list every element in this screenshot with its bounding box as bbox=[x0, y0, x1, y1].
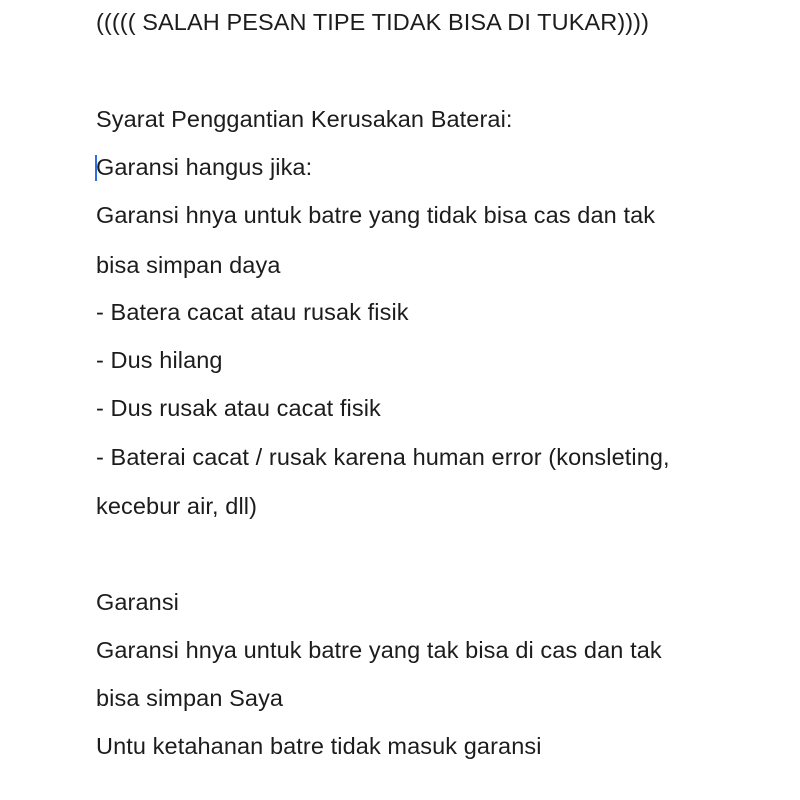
list-item: - Baterai cacat / rusak karena human error (konsleting, bbox=[96, 444, 670, 470]
list-item: - Dus rusak atau cacat fisik bbox=[96, 395, 381, 421]
list-item: - Dus hilang bbox=[96, 347, 223, 373]
heading-warning: ((((( SALAH PESAN TIPE TIDAK BISA DI TUKAR)))) bbox=[96, 9, 650, 35]
section-title: Syarat Penggantian Kerusakan Baterai: bbox=[96, 106, 513, 132]
warranty-heading: Garansi bbox=[96, 589, 179, 615]
text-line: bisa simpan daya bbox=[96, 252, 281, 278]
text-line: bisa simpan Saya bbox=[96, 685, 284, 711]
text-line: Untu ketahanan batre tidak masuk garansi bbox=[96, 733, 542, 759]
void-conditions-heading: Garansi hangus jika: bbox=[96, 154, 313, 180]
text-line: kecebur air, dll) bbox=[96, 493, 258, 519]
list-item: - Batera cacat atau rusak fisik bbox=[96, 299, 409, 325]
text-line: Garansi hnya untuk batre yang tak bisa di cas dan tak bbox=[96, 637, 662, 663]
text-line: Garansi hnya untuk batre yang tidak bisa cas dan tak bbox=[96, 202, 656, 228]
